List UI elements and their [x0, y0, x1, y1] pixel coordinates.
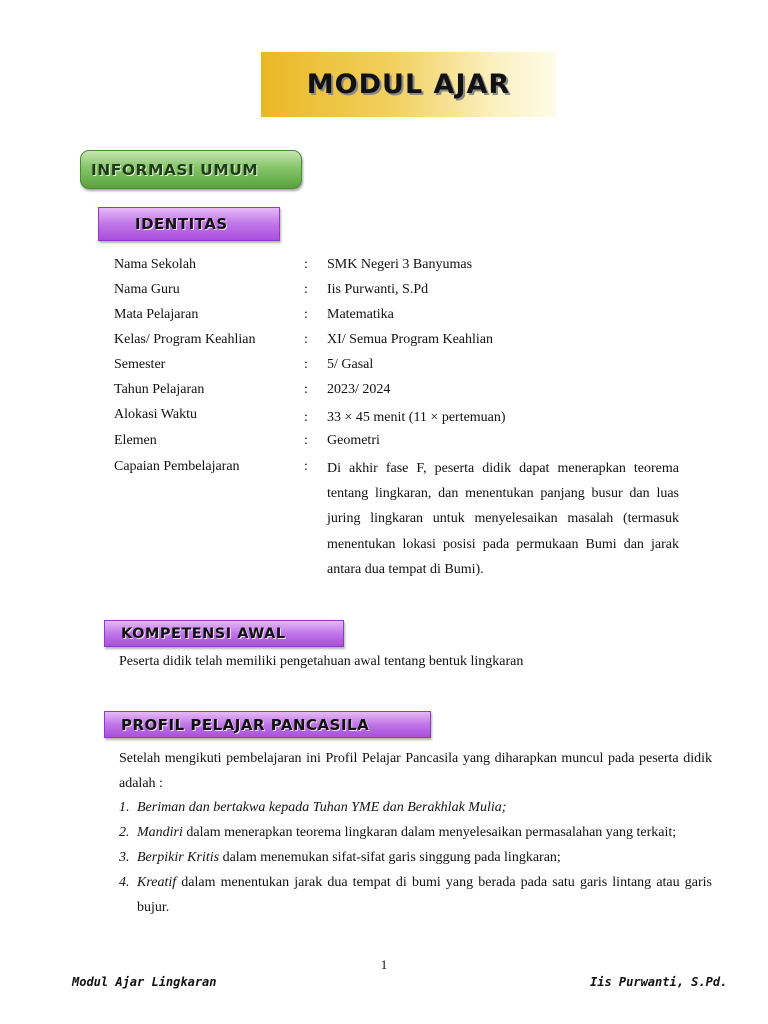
section-heading-label: KOMPETENSI AWAL — [121, 625, 286, 642]
section-heading-identitas — [98, 207, 280, 241]
identitas-value: SMK Negeri 3 Banyumas — [327, 257, 473, 272]
identitas-value: 5/ Gasal — [327, 357, 374, 372]
section-heading-label: PROFIL PELAJAR PANCASILA — [121, 715, 370, 734]
list-item-text: dalam menemukan sifat-sifat garis singgung pada lingkaran; — [219, 850, 561, 865]
colon: : — [304, 307, 308, 322]
colon: : — [304, 382, 308, 397]
section-heading-informasi-umum — [80, 150, 302, 189]
title-banner — [261, 52, 556, 117]
identitas-label: Kelas/ Program Keahlian — [114, 332, 256, 347]
list-item-text: dalam menerapkan teorema lingkaran dalam menyelesaikan permasalahan yang terkait; — [182, 825, 677, 840]
kompetensi-awal-text: Peserta didik telah memiliki pengetahuan awal tentang bentuk lingkaran — [119, 654, 524, 669]
page-number: 1 — [380, 957, 388, 972]
capaian-pembelajaran-text: Di akhir fase F, peserta didik dapat menerapkan teorema tentang lingkaran, dan menentukan panjang busur dan luas juring lingkaran untuk menyelesaikan masalah (termasuk menentukan lokasi posisi pada permukaan Bumi dan jarak antara dua tempat di Bumi). — [327, 461, 679, 577]
list-item — [119, 845, 712, 870]
colon: : — [304, 282, 308, 297]
page-title: MODUL AJAR — [306, 69, 511, 100]
list-number: 2. — [119, 825, 130, 840]
list-item-emphasis: Berpikir Kritis — [137, 850, 220, 865]
list-number: 1. — [119, 800, 130, 815]
profil-intro-text: Setelah mengikuti pembelajaran ini Profil Pelajar Pancasila yang diharapkan muncul pada peserta didik adalah : — [119, 751, 712, 791]
identitas-label: Mata Pelajaran — [114, 307, 199, 322]
profil-list — [119, 795, 712, 920]
identitas-label: Semester — [114, 357, 166, 372]
footer-author: Iis Purwanti, S.Pd. — [590, 975, 728, 989]
identitas-label: Alokasi Waktu — [114, 407, 197, 422]
identitas-label: Capaian Pembelajaran — [114, 459, 240, 474]
section-heading-label: INFORMASI UMUM — [91, 160, 259, 179]
identitas-value: Iis Purwanti, S.Pd — [327, 282, 429, 297]
section-heading-label: IDENTITAS — [135, 215, 228, 233]
colon: : — [304, 433, 308, 448]
list-item — [119, 870, 712, 920]
identitas-value: 33 × 45 menit (11 × pertemuan) — [327, 410, 506, 425]
footer-document-title: Modul Ajar Lingkaran — [72, 975, 217, 989]
list-item-emphasis: Kreatif — [137, 875, 177, 890]
list-item — [119, 820, 712, 845]
identitas-value: Matematika — [327, 307, 394, 322]
section-heading-kompetensi-awal — [104, 620, 344, 647]
colon: : — [304, 332, 308, 347]
identitas-value: 2023/ 2024 — [327, 382, 391, 397]
colon: : — [304, 257, 308, 272]
colon: : — [304, 459, 308, 474]
list-number: 4. — [119, 875, 130, 890]
identitas-label: Elemen — [114, 433, 157, 448]
colon: : — [304, 410, 308, 425]
colon: : — [304, 357, 308, 372]
identitas-value: Geometri — [327, 433, 380, 448]
identitas-value: XI/ Semua Program Keahlian — [327, 332, 494, 347]
list-item-text: dalam menentukan jarak dua tempat di bumi yang berada pada satu garis lintang atau garis bujur. — [137, 875, 712, 915]
list-number: 3. — [119, 850, 130, 865]
section-heading-profil-pelajar — [104, 711, 431, 738]
identitas-label: Nama Sekolah — [114, 257, 197, 272]
list-item-emphasis: Mandiri — [137, 825, 183, 840]
list-item — [119, 795, 712, 820]
list-item-emphasis: Beriman dan bertakwa kepada Tuhan YME dan Berakhlak Mulia; — [137, 800, 507, 815]
identitas-label: Nama Guru — [114, 282, 180, 297]
identitas-label: Tahun Pelajaran — [114, 382, 205, 397]
